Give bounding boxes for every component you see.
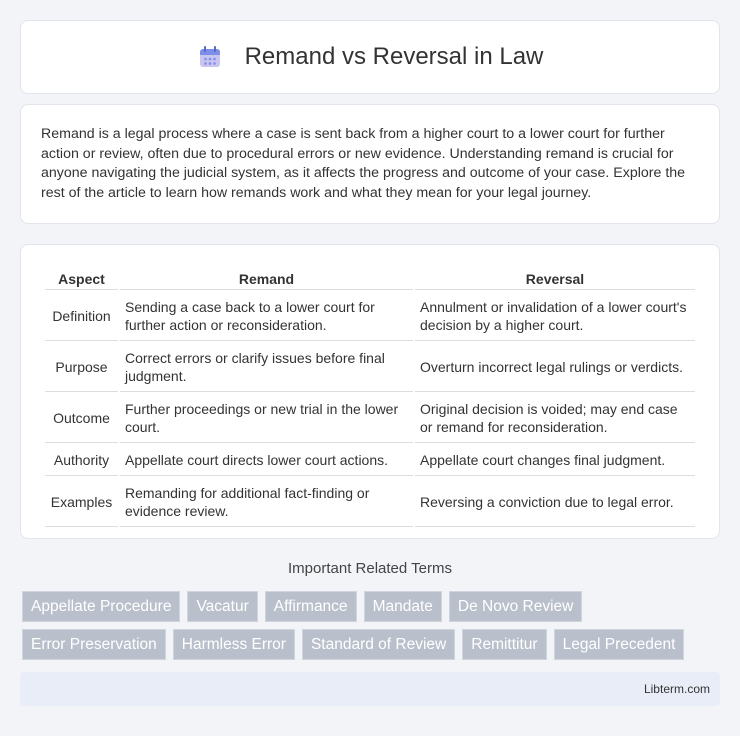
remand-cell: Sending a case back to a lower court for further action or reconsideration.	[120, 292, 413, 341]
tag-legal-precedent[interactable]: Legal Precedent	[554, 629, 685, 660]
related-terms-title: Important Related Terms	[288, 560, 452, 577]
header-remand: Remand	[120, 267, 413, 290]
intro-paragraph: Remand is a legal process where a case is sent back from a higher court to a lower court for further action or review, often due to procedural errors or new evidence. Understanding remand is crucial for anyone navigating the judicial system, as it affects the progress and outcome of your case. Explore the rest of the article to learn how remands work and what they mean for your legal journey.	[41, 126, 686, 201]
table-row	[45, 343, 695, 392]
reversal-cell: Overturn incorrect legal rulings or verdicts.	[415, 343, 695, 392]
tag-vacatur[interactable]: Vacatur	[187, 591, 257, 622]
related-terms-tags	[22, 591, 722, 667]
tag-error-preservation[interactable]: Error Preservation	[22, 629, 166, 660]
tag-remittitur[interactable]: Remittitur	[462, 629, 546, 660]
aspect-cell: Outcome	[45, 394, 118, 443]
remand-cell: Appellate court directs lower court actions.	[120, 445, 413, 476]
aspect-cell: Authority	[45, 445, 118, 476]
table-row	[45, 478, 695, 527]
page-title: Remand vs Reversal in Law	[244, 43, 544, 70]
tag-harmless-error[interactable]: Harmless Error	[173, 629, 295, 660]
remand-cell: Correct errors or clarify issues before final judgment.	[120, 343, 413, 392]
table-row	[45, 292, 695, 341]
aspect-cell: Definition	[45, 292, 118, 341]
intro-card	[20, 104, 720, 224]
remand-cell: Further proceedings or new trial in the lower court.	[120, 394, 413, 443]
aspect-cell: Purpose	[45, 343, 118, 392]
calendar-icon	[197, 44, 223, 70]
tag-standard-of-review[interactable]: Standard of Review	[302, 629, 455, 660]
reversal-cell: Appellate court changes final judgment.	[415, 445, 695, 476]
reversal-cell: Reversing a conviction due to legal error.	[415, 478, 695, 527]
title-card	[20, 20, 720, 94]
reversal-cell: Annulment or invalidation of a lower court's decision by a higher court.	[415, 292, 695, 341]
tag-row	[22, 629, 722, 660]
footer	[20, 672, 720, 706]
reversal-cell: Original decision is voided; may end case or remand for reconsideration.	[415, 394, 695, 443]
comparison-table	[43, 265, 697, 529]
table-row	[45, 394, 695, 443]
tag-mandate[interactable]: Mandate	[364, 591, 442, 622]
footer-site-link[interactable]: Libterm.com	[643, 682, 710, 696]
header-aspect: Aspect	[45, 267, 118, 290]
aspect-cell: Examples	[45, 478, 118, 527]
tag-affirmance[interactable]: Affirmance	[265, 591, 357, 622]
tag-row	[22, 591, 722, 622]
tag-appellate-procedure[interactable]: Appellate Procedure	[22, 591, 180, 622]
header-reversal: Reversal	[415, 267, 695, 290]
tag-de-novo-review[interactable]: De Novo Review	[449, 591, 582, 622]
table-row	[45, 445, 695, 476]
table-header-row	[45, 267, 695, 290]
comparison-card	[20, 244, 720, 539]
remand-cell: Remanding for additional fact-finding or evidence review.	[120, 478, 413, 527]
